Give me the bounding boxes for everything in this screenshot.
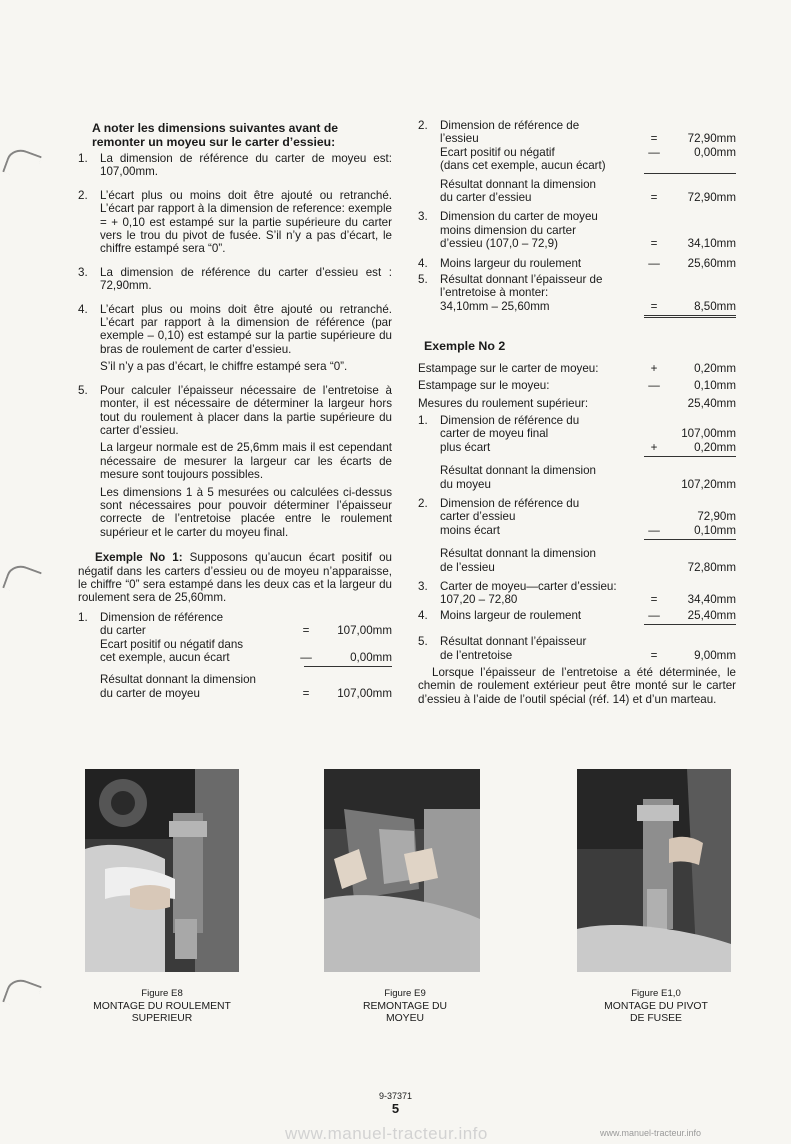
list-number: 4. bbox=[78, 302, 88, 316]
ex1-step-2 bbox=[418, 119, 736, 204]
watermark-small: www.manuel-tracteur.info bbox=[600, 1128, 702, 1138]
list-number: 3. bbox=[418, 579, 428, 593]
calc-value: 34,40mm bbox=[687, 593, 736, 607]
calc-label: Dimension de référence bbox=[100, 610, 224, 624]
figure-title: REMONTAGE DU bbox=[362, 1001, 448, 1013]
list-item bbox=[78, 303, 392, 378]
calc-value: 72,90mm bbox=[687, 191, 736, 205]
figure-number: Figure E1,0 bbox=[631, 988, 681, 999]
calc-label: moins dimension du carter bbox=[440, 223, 576, 237]
figure-title: DE FUSEE bbox=[630, 1012, 682, 1024]
figure-e10-photo bbox=[577, 769, 731, 972]
calc-value: 8,50mm bbox=[694, 299, 736, 313]
calc-label: Dimension du carter de moyeu bbox=[440, 210, 598, 224]
list-item bbox=[78, 384, 392, 543]
calc-label: 34,10mm – 25,60mm bbox=[440, 299, 550, 313]
calc-sign: — bbox=[300, 651, 312, 664]
figure-number: Figure E8 bbox=[141, 988, 183, 999]
left-column bbox=[78, 121, 392, 706]
list-number: 3. bbox=[78, 265, 88, 279]
calc-value: 0,10mm bbox=[694, 523, 736, 537]
calc-label: cet exemple, aucun écart bbox=[100, 651, 230, 664]
calc-value: 72,90m bbox=[697, 510, 736, 524]
calc-sign: = bbox=[650, 593, 658, 607]
calc-label: 107,20 – 72,80 bbox=[440, 593, 518, 607]
calc-label: de l’entretoise bbox=[440, 648, 513, 662]
calc-label: Ecart positif ou négatif bbox=[440, 145, 555, 159]
example1-calc bbox=[78, 611, 392, 700]
list-number: 1. bbox=[78, 152, 88, 165]
calc-value: 107,00mm bbox=[681, 427, 736, 441]
calc-label: Résultat donnant la dimension bbox=[440, 177, 596, 191]
punch-hole-mark bbox=[2, 975, 42, 1012]
figure-e9-photo bbox=[324, 769, 480, 972]
figure-title: MONTAGE DU ROULEMENT bbox=[93, 1001, 231, 1013]
calc-label: Carter de moyeu—carter d’essieu: bbox=[440, 579, 617, 593]
calc-sign: = bbox=[302, 624, 310, 638]
document-reference: 9-37371 bbox=[378, 1091, 413, 1101]
example1-heading: Exemple No 1: bbox=[95, 551, 183, 565]
calc-value: 25,60mm bbox=[687, 256, 736, 270]
sum-rule bbox=[644, 173, 736, 174]
stamp-value: 25,40mm bbox=[687, 396, 736, 410]
calc-label: Ecart positif ou négatif dans bbox=[100, 637, 244, 651]
calc-sign: — bbox=[648, 523, 660, 537]
stamp-value: 0,10mm bbox=[694, 379, 736, 393]
list-number: 5. bbox=[418, 635, 428, 649]
stamp-value: 0,20mm bbox=[694, 361, 736, 375]
list-number: 4. bbox=[418, 608, 428, 622]
list-number: 5. bbox=[418, 273, 428, 287]
calc-value: 0,20mm bbox=[694, 440, 736, 454]
figure-title: MOYEU bbox=[385, 1012, 425, 1024]
calc-value: 25,40mm bbox=[687, 608, 736, 622]
right-column bbox=[418, 119, 736, 706]
list-paragraph: L’écart plus ou moins doit être ajouté ou retranché. L’écart par rapport à la dimension de reference: exemple = + 0,10 est estampé sur la partie supérieure du carter vers le trou du pivot de fusée. S’il n’y a pas d’écart, le chiffre estampé sera “0”. bbox=[100, 188, 392, 256]
ex2-step-5 bbox=[418, 635, 736, 662]
dimension-list bbox=[78, 152, 392, 543]
stamp-label: Estampage sur le carter de moyeu: bbox=[418, 361, 599, 375]
calc-label: Résultat donnant l’épaisseur de bbox=[440, 273, 603, 287]
list-paragraph: Pour calculer l’épaisseur nécessaire de l’entretoise à monter, il est nécessaire de déterminer la largeur hors tout du roulement à placer dans la partie supérieure du carter d’essieu. bbox=[100, 383, 392, 437]
calc-value: 107,00mm bbox=[337, 686, 392, 700]
figure-e8-photo bbox=[85, 769, 239, 972]
calc-label: Dimension de référence de bbox=[440, 119, 580, 132]
calc-value: 0,00mm bbox=[350, 651, 392, 664]
intro-heading: A noter les dimensions suivantes avant de remonter un moyeu sur le carter d’essieu: bbox=[92, 121, 339, 149]
calc-value: 107,00mm bbox=[337, 624, 392, 638]
sum-rule bbox=[644, 456, 736, 457]
sum-rule bbox=[304, 666, 392, 667]
calc-sign: — bbox=[648, 608, 660, 622]
sum-rule bbox=[644, 624, 736, 625]
list-number: 2. bbox=[418, 496, 428, 510]
calc-label: l’entretoise à monter: bbox=[440, 286, 549, 300]
calc-label: du carter bbox=[100, 624, 146, 638]
stamp-label: Mesures du roulement supérieur: bbox=[418, 396, 589, 410]
stamp-row bbox=[418, 379, 736, 392]
ex1-step-4 bbox=[418, 257, 736, 270]
figure-title: SUPERIEUR bbox=[131, 1012, 193, 1024]
calc-label: Résultat donnant l’épaisseur bbox=[440, 635, 587, 649]
total-rule bbox=[644, 315, 736, 318]
stamp-sign: — bbox=[648, 379, 660, 393]
ex1-step-3 bbox=[418, 210, 736, 250]
calc-label: Résultat donnant la dimension bbox=[440, 464, 596, 478]
example1-text: Supposons qu’aucun écart positif ou négatif dans les carters d’essieu ou de moyeu n’apparaisse, le chiffre “0” sera estampé dans les deux cas et la largeur du roulement sera de 25,60mm. bbox=[78, 551, 392, 605]
calc-label: Dimension de référence du bbox=[440, 413, 580, 427]
calc-label: de l’essieu bbox=[440, 560, 495, 574]
list-paragraph: La dimension de référence du carter d’essieu est : 72,90mm. bbox=[100, 265, 392, 293]
stamp-sign: + bbox=[650, 361, 658, 375]
calc-value: 34,10mm bbox=[687, 237, 736, 251]
calc-label: Résultat donnant la dimension bbox=[100, 673, 256, 687]
calc-label: l’essieu bbox=[440, 132, 479, 146]
ex2-step-1 bbox=[418, 414, 736, 491]
stamp-row bbox=[418, 397, 736, 410]
stamp-label: Estampage sur le moyeu: bbox=[418, 379, 550, 393]
calc-sign: = bbox=[650, 132, 658, 146]
punch-hole-mark bbox=[2, 145, 42, 182]
list-number: 1. bbox=[78, 610, 88, 624]
calc-label: d’essieu (107,0 – 72,9) bbox=[440, 237, 558, 251]
list-paragraph: S’il n’y a pas d’écart, le chiffre estampé sera “0”. bbox=[100, 360, 348, 374]
figure-e9-caption bbox=[322, 988, 488, 1024]
closing-paragraph: Lorsque l’épaisseur de l’entretoise a été déterminée, le chemin de roulement extérieur peut être monté sur le carter d’essieu à l’aide de l’outil spécial (réf. 14) et d’un marteau. bbox=[418, 666, 736, 706]
list-number: 3. bbox=[418, 210, 428, 224]
calc-label: carter d’essieu bbox=[440, 510, 516, 524]
ex2-step-3 bbox=[418, 580, 736, 607]
calc-label: du moyeu bbox=[440, 477, 491, 491]
stamp-row bbox=[418, 362, 736, 375]
list-number: 2. bbox=[418, 119, 428, 132]
calc-value: 72,90mm bbox=[687, 132, 736, 146]
calc-value: 107,20mm bbox=[681, 477, 736, 491]
list-number: 2. bbox=[78, 188, 88, 202]
calc-label: du carter d’essieu bbox=[440, 191, 532, 205]
calc-sign: — bbox=[648, 256, 660, 270]
calc-label: du carter de moyeu bbox=[100, 686, 200, 700]
sum-rule bbox=[644, 539, 736, 540]
list-paragraph: L’écart plus ou moins doit être ajouté ou retranché. L’écart par rapport à la dimension de référence (par exemple – 0,10) est estampé sur la partie supérieure du bras de roulement de carter d’essieu. bbox=[100, 302, 392, 356]
calc-label: Moins largeur du roulement bbox=[440, 256, 582, 270]
list-item bbox=[78, 152, 392, 183]
calc-label: moins écart bbox=[440, 523, 500, 537]
calc-label: (dans cet exemple, aucun écart) bbox=[440, 159, 606, 173]
list-number: 4. bbox=[418, 256, 428, 270]
page-number: 5 bbox=[391, 1101, 400, 1116]
list-item bbox=[78, 266, 392, 297]
calc-sign: = bbox=[650, 648, 658, 662]
figure-title: MONTAGE DU PIVOT bbox=[604, 1001, 708, 1013]
calc-sign: = bbox=[650, 299, 658, 313]
figure-number: Figure E9 bbox=[384, 988, 426, 999]
calc-value: 9,00mm bbox=[694, 648, 736, 662]
calc-sign: = bbox=[650, 237, 658, 251]
punch-hole-mark bbox=[2, 561, 42, 598]
watermark-large: www.manuel-tracteur.info bbox=[285, 1124, 488, 1143]
list-paragraph: La largeur normale est de 25,6mm mais il est cependant nécessaire de mesurer la largeur car les écarts de mesure sont toujours possibles. bbox=[100, 441, 392, 482]
list-paragraph: La dimension de référence du carter de moyeu est: 107,00mm. bbox=[100, 152, 392, 179]
calc-label: Moins largeur de roulement bbox=[440, 608, 582, 622]
figure-e8-caption bbox=[80, 988, 244, 1024]
calc-sign: — bbox=[648, 145, 660, 159]
ex2-step-4 bbox=[418, 609, 736, 629]
ex2-step-2 bbox=[418, 497, 736, 574]
example2-heading: Exemple No 2 bbox=[424, 339, 506, 354]
stamp-list bbox=[418, 362, 736, 410]
calc-label: Résultat donnant la dimension bbox=[440, 547, 596, 561]
example1-paragraph bbox=[78, 551, 392, 605]
calc-sign: = bbox=[650, 191, 658, 205]
figure-e10-caption bbox=[574, 988, 738, 1024]
ex1-step-5 bbox=[418, 273, 736, 322]
calc-sign: + bbox=[650, 440, 658, 454]
calc-label: carter de moyeu final bbox=[440, 427, 549, 441]
calc-value: 0,00mm bbox=[694, 145, 736, 159]
list-number: 1. bbox=[418, 413, 428, 427]
calc-sign: = bbox=[302, 686, 310, 700]
calc-label: plus écart bbox=[440, 440, 491, 454]
list-item bbox=[78, 189, 392, 260]
list-number: 5. bbox=[78, 383, 88, 397]
list-paragraph: Les dimensions 1 à 5 mesurées ou calculées ci-dessus sont nécessaires pour pouvoir déterminer l’épaisseur correcte de l’entretoise placée entre le roulement supérieur et le carter du moyeu final. bbox=[100, 485, 392, 539]
calc-label: Dimension de référence du bbox=[440, 496, 580, 510]
calc-value: 72,80mm bbox=[687, 560, 736, 574]
